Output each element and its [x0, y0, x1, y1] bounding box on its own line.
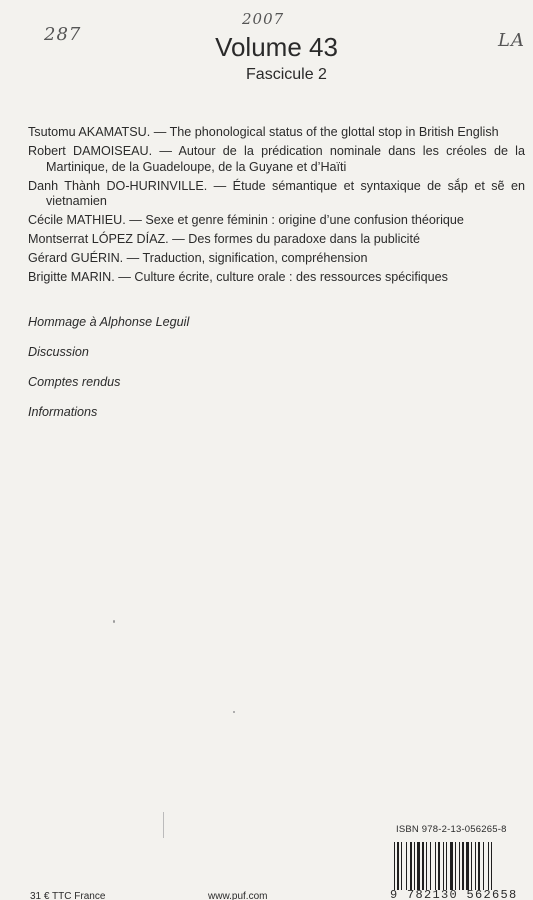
- barcode-bar: [394, 842, 395, 890]
- paper-speck: [233, 711, 235, 713]
- barcode-bar: [462, 842, 464, 890]
- isbn-label: ISBN 978-2-13-056265-8: [396, 824, 507, 835]
- barcode-bar: [488, 842, 489, 890]
- barcode-bar: [455, 842, 456, 890]
- toc-entry: Tsutomu AKAMATSU. — The phonological status of the glottal stop in British English: [28, 125, 499, 139]
- barcode-bar: [446, 842, 447, 890]
- barcode-bar: [414, 842, 415, 890]
- fascicule-subtitle: Fascicule 2: [246, 66, 327, 83]
- toc-entry: Gérard GUÉRIN. — Traduction, signification, compréhension: [28, 251, 368, 265]
- volume-title: Volume 43: [215, 32, 338, 62]
- barcode-bar: [430, 842, 431, 890]
- barcode-bar: [422, 842, 424, 890]
- barcode-bar: [478, 842, 480, 890]
- barcode-bar: [491, 842, 492, 890]
- handwritten-note-top: 2007: [242, 10, 285, 28]
- toc-entry: Montserrat LÓPEZ DÍAZ. — Des formes du paradoxe dans la publicité: [28, 232, 420, 246]
- barcode-bar: [410, 842, 412, 890]
- section-heading: Comptes rendus: [28, 375, 121, 389]
- price-label: 31 € TTC France: [30, 891, 106, 900]
- paper-speck: [163, 812, 164, 838]
- barcode-bar: [450, 842, 453, 890]
- toc-entry: Danh Thành DO-HURINVILLE. — Étude sémantique et syntaxique de sắp et sẽ en vietnamien: [28, 178, 525, 208]
- website-link[interactable]: www.puf.com: [208, 891, 268, 900]
- toc-entry: Brigitte MARIN. — Culture écrite, culture orale : des ressources spécifiques: [28, 270, 448, 284]
- barcode: [394, 842, 527, 890]
- toc-entry: Cécile MATHIEU. — Sexe et genre féminin : origine d’une confusion théorique: [28, 213, 464, 227]
- handwritten-note-left: 287: [44, 24, 82, 45]
- barcode-bar: [438, 842, 440, 890]
- toc-entry: Robert DAMOISEAU. — Autour de la prédication nominale dans les créoles de la Martinique, de la Guadeloupe, de la Guyane et d’Haïti: [28, 144, 525, 174]
- table-of-contents: [28, 125, 525, 289]
- handwritten-note-right: LA: [498, 30, 525, 51]
- barcode-bar: [466, 842, 469, 890]
- barcode-bar: [417, 842, 420, 890]
- barcode-bar: [397, 842, 399, 890]
- paper-speck: [113, 620, 115, 623]
- barcode-bar: [443, 842, 444, 890]
- barcode-bar: [459, 842, 460, 890]
- barcode-bar: [483, 842, 484, 890]
- barcode-bar: [435, 842, 436, 890]
- section-heading: Discussion: [28, 345, 89, 359]
- barcode-bar: [401, 842, 402, 890]
- barcode-bar: [406, 842, 407, 890]
- section-heading: Hommage à Alphonse Leguil: [28, 315, 190, 329]
- section-heading: Informations: [28, 405, 98, 419]
- barcode-bar: [471, 842, 472, 890]
- section-list: [28, 314, 189, 434]
- barcode-digits: 9 782130 562658: [390, 888, 518, 900]
- barcode-bar: [426, 842, 427, 890]
- barcode-bar: [475, 842, 476, 890]
